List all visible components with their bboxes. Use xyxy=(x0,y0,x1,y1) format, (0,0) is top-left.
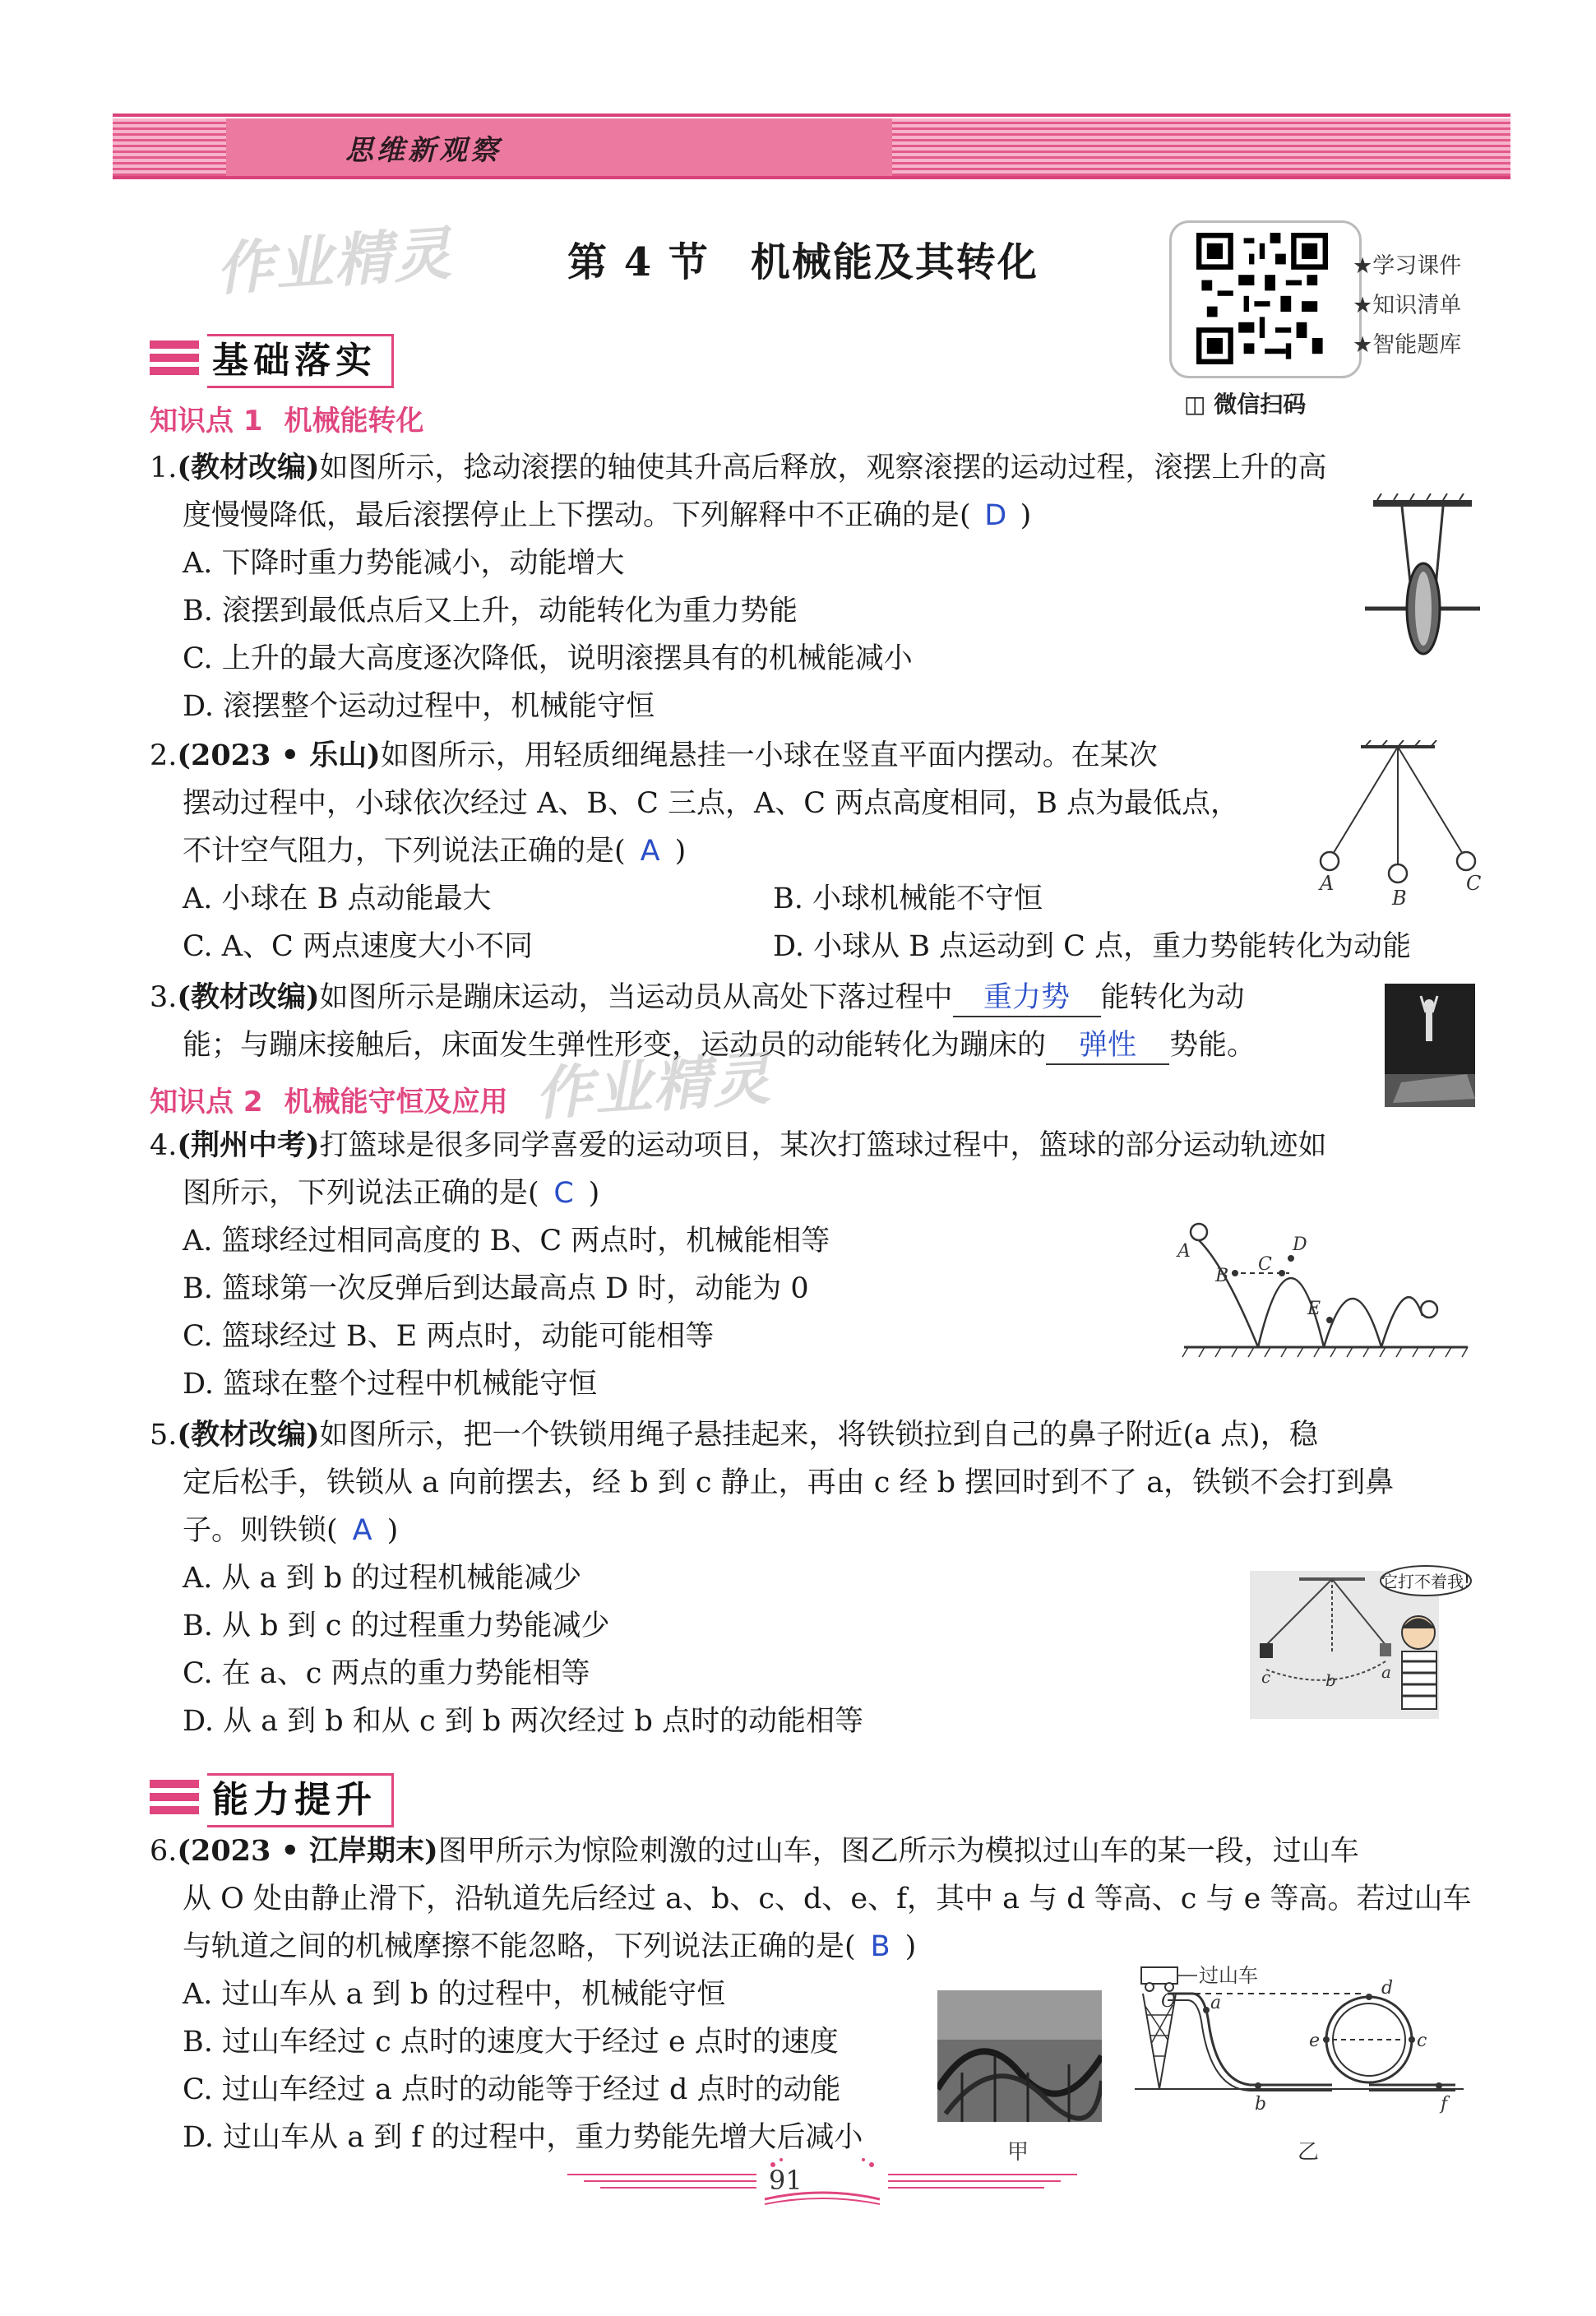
qr-feature-list xyxy=(1353,247,1461,365)
q6-answer: B xyxy=(870,1930,891,1963)
q2-line1: 2.(2023 • 乐山)如图所示，用轻质细绳悬挂一小球在竖直平面内摆动。在某次 xyxy=(150,739,1158,772)
fig-label-c: c xyxy=(1417,2031,1427,2051)
fig-label-c: C xyxy=(1466,872,1482,895)
banner-stripes xyxy=(150,1780,199,1818)
fig-label-e: e xyxy=(1309,2031,1321,2051)
fig-label-d: d xyxy=(1381,1978,1394,1999)
q5-answer: A xyxy=(352,1514,372,1547)
q2-line2: 摆动过程中，小球依次经过 A、B、C 三点，A、C 两点高度相同，B 点为最低点， xyxy=(183,787,1240,820)
q6-line3: 与轨道之间的机械摩擦不能忽略，下列说法正确的是( B ) xyxy=(183,1923,916,1971)
fig-label-c: C xyxy=(1258,1254,1272,1275)
q6-option-c: C. 过山车经过 a 点时的动能等于经过 d 点时的动能 xyxy=(183,2073,841,2106)
section-name: 机械能及其转化 xyxy=(750,239,1039,285)
fig-label-b: B xyxy=(1392,887,1407,910)
watermark-logo: 作业精灵 xyxy=(213,219,455,303)
q2-answer: A xyxy=(640,835,660,868)
q3-line2: 能；与蹦床接触后，床面发生弹性形变，运动员的动能转化为蹦床的 弹性 势能。 xyxy=(183,1021,1256,1069)
fig-label-c: c xyxy=(1261,1667,1271,1687)
q6-caption-a: 甲 xyxy=(1007,2140,1029,2165)
fig-label-e: E xyxy=(1307,1299,1321,1319)
q4-option-b: B. 篮球第一次反弹后到达最高点 D 时，动能为 0 xyxy=(183,1272,809,1305)
q2-option-d: D. 小球从 B 点运动到 C 点，重力势能转化为动能 xyxy=(773,930,1412,963)
q6-line2: 从 O 处由静止滑下，沿轨道先后经过 a、b、c、d、e、f，其中 a 与 d 等高、c 与 e 等高。若过山车 xyxy=(183,1883,1472,1915)
knowledge-point-2: 知识点 2 机械能守恒及应用 xyxy=(150,1086,508,1119)
q5-line3: 子。则铁锁( A ) xyxy=(183,1507,398,1554)
q1-maxwell-wheel-figure xyxy=(1349,493,1497,691)
q5-iron-lock-figure xyxy=(1250,1563,1472,1719)
q3-blank-1: 重力势 xyxy=(953,980,1101,1017)
q1-option-b: B. 滚摆到最低点后又上升，动能转化为重力势能 xyxy=(183,595,798,628)
q6-coaster-label: 过山车 xyxy=(1199,1964,1258,1987)
wechat-scan-label: ◫ 微信扫码 xyxy=(1184,391,1307,418)
q6-option-d: D. 过山车从 a 到 f 的过程中，重力势能先增大后减小 xyxy=(183,2121,863,2154)
qr-item: ★智能题库 xyxy=(1353,332,1462,358)
q1-option-a: A. 下降时重力势能减小，动能增大 xyxy=(183,547,625,580)
q5-line1: 5.(教材改编)如图所示，把一个铁锁用绳子悬挂起来，将铁锁拉到自己的鼻子附近(a 点)，稳 xyxy=(150,1418,1318,1452)
fig-label-b: B xyxy=(1215,1266,1229,1286)
q1-line2: 度慢慢降低，最后滚摆停止上下摆动。下列解释中不正确的是( D ) xyxy=(183,492,1031,540)
header-band-text: 思维新观察 xyxy=(345,134,502,167)
watermark-logo-2: 作业精灵 xyxy=(532,1044,774,1128)
q5-option-b: B. 从 b 到 c 的过程重力势能减少 xyxy=(183,1610,610,1642)
banner-stripes xyxy=(150,340,199,378)
fig-label-o: O xyxy=(1161,1991,1177,2012)
q1-option-c: C. 上升的最大高度逐次降低，说明滚摆具有的机械能减小 xyxy=(183,642,913,675)
q4-basketball-trajectory-figure xyxy=(1176,1217,1472,1365)
q5-option-c: C. 在 a、c 两点的重力势能相等 xyxy=(183,1657,590,1690)
q5-speech-bubble: 它打不着我! xyxy=(1381,1572,1471,1591)
q6-track-diagram xyxy=(1135,1957,1464,2122)
q4-line1: 4.(荆州中考)打篮球是很多同学喜爱的运动项目，某次打篮球过程中，篮球的部分运动轨迹如 xyxy=(150,1128,1327,1162)
q4-option-c: C. 篮球经过 B、E 两点时，动能可能相等 xyxy=(183,1320,715,1353)
q4-answer: C xyxy=(553,1177,574,1210)
q4-option-a: A. 篮球经过相同高度的 B、C 两点时，机械能相等 xyxy=(183,1225,830,1258)
page-title xyxy=(567,230,1039,287)
header-band-tab xyxy=(226,118,892,176)
qr-code-icon[interactable] xyxy=(1196,233,1328,364)
section-banner-advanced xyxy=(150,1773,437,1824)
section-number: 第 4 节 xyxy=(567,239,710,285)
q2-pendulum-figure xyxy=(1311,740,1484,913)
qr-item: ★知识清单 xyxy=(1353,293,1462,318)
qr-item: ★学习课件 xyxy=(1353,253,1462,279)
knowledge-point-1: 知识点 1 机械能转化 xyxy=(150,405,424,438)
q6-roller-coaster-photo xyxy=(937,1990,1102,2122)
section-banner-label: 能力提升 xyxy=(207,1773,394,1827)
q1-line1: 1.(教材改编)如图所示，捻动滚摆的轴使其升高后释放，观察滚摆的运动过程，滚摆上升的高 xyxy=(150,451,1327,484)
fig-label-b: b xyxy=(1255,2094,1267,2115)
q1-answer: D xyxy=(984,499,1007,532)
q2-option-b: B. 小球机械能不守恒 xyxy=(773,882,1043,915)
fig-label-d: D xyxy=(1293,1234,1307,1255)
q6-option-a: A. 过山车从 a 到 b 的过程中，机械能守恒 xyxy=(183,1978,726,2011)
q1-option-d: D. 滚摆整个运动过程中，机械能守恒 xyxy=(183,690,655,723)
q6-line1: 6.(2023 • 江岸期末)图甲所示为惊险刺激的过山车，图乙所示为模拟过山车的某一段，过山车 xyxy=(150,1834,1359,1868)
q5-option-d: D. 从 a 到 b 和从 c 到 b 两次经过 b 点时的动能相等 xyxy=(183,1705,864,1738)
page-number: 91 xyxy=(769,2165,803,2196)
header-rule-top xyxy=(113,113,1510,117)
q6-option-b: B. 过山车经过 c 点时的速度大于经过 e 点时的速度 xyxy=(183,2026,839,2059)
section-banner-basic xyxy=(150,334,437,385)
q4-option-d: D. 篮球在整个过程中机械能守恒 xyxy=(183,1368,598,1401)
q3-blank-2: 弹性 xyxy=(1046,1027,1169,1065)
fig-label-a: A xyxy=(1320,872,1335,895)
q4-line2: 图所示，下列说法正确的是( C ) xyxy=(183,1170,599,1217)
page-number-ornament xyxy=(567,2153,1077,2211)
scan-icon: ◫ xyxy=(1184,391,1206,418)
fig-label-a: a xyxy=(1210,1993,1222,2013)
q2-line3: 不计空气阻力，下列说法正确的是( A ) xyxy=(183,827,686,875)
q5-option-a: A. 从 a 到 b 的过程机械能减少 xyxy=(183,1562,582,1595)
q2-option-c: C. A、C 两点速度大小不同 xyxy=(183,930,533,963)
fig-label-a: a xyxy=(1381,1662,1391,1682)
fig-label-b: b xyxy=(1325,1670,1336,1690)
q5-line2: 定后松手，铁锁从 a 向前摆去，经 b 到 c 静止，再由 c 经 b 摆回时到不了 a，铁锁不会打到鼻 xyxy=(183,1466,1395,1499)
fig-label-f: f xyxy=(1441,2094,1448,2115)
q2-option-a: A. 小球在 B 点动能最大 xyxy=(183,882,492,915)
header-rule-bottom xyxy=(113,176,1510,179)
q3-trampoline-photo xyxy=(1385,984,1475,1107)
fig-label-a: A xyxy=(1177,1241,1191,1262)
section-banner-label: 基础落实 xyxy=(207,334,394,388)
q6-caption-b: 乙 xyxy=(1298,2140,1320,2165)
q3-line1: 3.(教材改编)如图所示是蹦床运动，当运动员从高处下落过程中 重力势 能转化为动 xyxy=(150,974,1245,1021)
